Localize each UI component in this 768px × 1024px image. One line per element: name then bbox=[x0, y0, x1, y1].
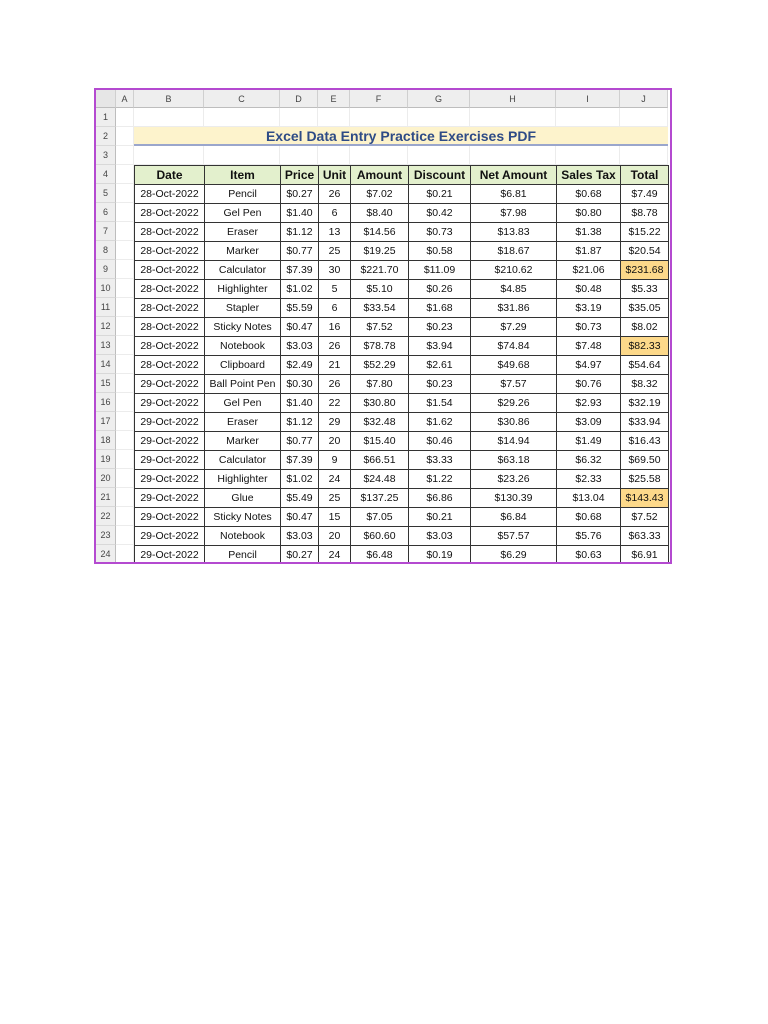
table-cell[interactable]: $0.63 bbox=[556, 545, 621, 564]
table-cell[interactable]: $2.93 bbox=[556, 393, 621, 413]
row-header-11[interactable]: 11 bbox=[96, 298, 116, 317]
table-cell[interactable]: $1.22 bbox=[408, 469, 471, 489]
table-cell[interactable]: Clipboard bbox=[204, 355, 281, 375]
table-cell[interactable]: 29-Oct-2022 bbox=[134, 393, 205, 413]
table-cell[interactable]: $0.76 bbox=[556, 374, 621, 394]
table-cell[interactable]: $7.49 bbox=[620, 184, 669, 204]
table-cell[interactable]: $0.21 bbox=[408, 507, 471, 527]
table-cell[interactable]: $0.48 bbox=[556, 279, 621, 299]
table-cell[interactable]: 24 bbox=[318, 469, 351, 489]
table-cell[interactable]: $5.10 bbox=[350, 279, 409, 299]
table-cell[interactable]: 5 bbox=[318, 279, 351, 299]
table-cell[interactable]: $60.60 bbox=[350, 526, 409, 546]
table-cell[interactable]: $32.48 bbox=[350, 412, 409, 432]
row-header-18[interactable]: 18 bbox=[96, 431, 116, 450]
table-cell[interactable]: $0.27 bbox=[280, 545, 319, 564]
table-header-total[interactable]: Total bbox=[620, 165, 669, 185]
table-cell[interactable]: $0.26 bbox=[408, 279, 471, 299]
table-cell[interactable]: Calculator bbox=[204, 450, 281, 470]
cell[interactable] bbox=[116, 203, 134, 222]
table-cell[interactable]: $7.39 bbox=[280, 260, 319, 280]
cell[interactable] bbox=[350, 146, 408, 165]
table-cell[interactable]: 29-Oct-2022 bbox=[134, 488, 205, 508]
table-cell[interactable]: $4.97 bbox=[556, 355, 621, 375]
table-cell[interactable]: $14.56 bbox=[350, 222, 409, 242]
table-cell[interactable]: $7.57 bbox=[470, 374, 557, 394]
table-cell[interactable]: $0.23 bbox=[408, 317, 471, 337]
table-cell[interactable]: 29-Oct-2022 bbox=[134, 450, 205, 470]
table-cell[interactable]: $1.12 bbox=[280, 222, 319, 242]
table-cell[interactable]: $1.49 bbox=[556, 431, 621, 451]
table-cell[interactable]: $23.26 bbox=[470, 469, 557, 489]
table-cell[interactable]: $63.18 bbox=[470, 450, 557, 470]
table-header-amount[interactable]: Amount bbox=[350, 165, 409, 185]
cell[interactable] bbox=[408, 108, 470, 127]
row-header-15[interactable]: 15 bbox=[96, 374, 116, 393]
table-cell[interactable]: Notebook bbox=[204, 336, 281, 356]
row-header-8[interactable]: 8 bbox=[96, 241, 116, 260]
table-cell[interactable]: $6.48 bbox=[350, 545, 409, 564]
table-cell[interactable]: $130.39 bbox=[470, 488, 557, 508]
table-cell[interactable]: $210.62 bbox=[470, 260, 557, 280]
table-cell[interactable]: 26 bbox=[318, 336, 351, 356]
table-cell[interactable]: $3.33 bbox=[408, 450, 471, 470]
table-cell[interactable]: 28-Oct-2022 bbox=[134, 336, 205, 356]
table-cell[interactable]: $5.76 bbox=[556, 526, 621, 546]
cell[interactable] bbox=[318, 146, 350, 165]
table-cell[interactable]: $137.25 bbox=[350, 488, 409, 508]
table-cell[interactable]: $5.33 bbox=[620, 279, 669, 299]
table-header-date[interactable]: Date bbox=[134, 165, 205, 185]
row-header-4[interactable]: 4 bbox=[96, 165, 116, 184]
table-cell[interactable]: $7.02 bbox=[350, 184, 409, 204]
table-cell[interactable]: 28-Oct-2022 bbox=[134, 298, 205, 318]
table-cell[interactable]: 29-Oct-2022 bbox=[134, 507, 205, 527]
cell[interactable] bbox=[116, 412, 134, 431]
table-cell[interactable]: 29-Oct-2022 bbox=[134, 431, 205, 451]
table-cell[interactable]: 13 bbox=[318, 222, 351, 242]
table-cell[interactable]: $33.94 bbox=[620, 412, 669, 432]
table-cell[interactable]: $7.52 bbox=[620, 507, 669, 527]
table-header-net-amount[interactable]: Net Amount bbox=[470, 165, 557, 185]
table-cell[interactable]: 28-Oct-2022 bbox=[134, 241, 205, 261]
table-cell[interactable]: $15.22 bbox=[620, 222, 669, 242]
table-cell[interactable]: Marker bbox=[204, 241, 281, 261]
table-cell[interactable]: $0.30 bbox=[280, 374, 319, 394]
table-cell[interactable]: $231.68 bbox=[620, 260, 669, 280]
table-cell[interactable]: $1.02 bbox=[280, 469, 319, 489]
table-cell[interactable]: 15 bbox=[318, 507, 351, 527]
table-cell[interactable]: $3.94 bbox=[408, 336, 471, 356]
table-cell[interactable]: $1.87 bbox=[556, 241, 621, 261]
table-cell[interactable]: $15.40 bbox=[350, 431, 409, 451]
cell[interactable] bbox=[116, 374, 134, 393]
row-header-10[interactable]: 10 bbox=[96, 279, 116, 298]
table-cell[interactable]: Gel Pen bbox=[204, 203, 281, 223]
table-cell[interactable]: 29-Oct-2022 bbox=[134, 526, 205, 546]
table-header-unit[interactable]: Unit bbox=[318, 165, 351, 185]
table-cell[interactable]: $6.86 bbox=[408, 488, 471, 508]
table-cell[interactable]: $0.27 bbox=[280, 184, 319, 204]
table-cell[interactable]: $1.02 bbox=[280, 279, 319, 299]
table-cell[interactable]: $1.40 bbox=[280, 203, 319, 223]
row-header-21[interactable]: 21 bbox=[96, 488, 116, 507]
table-cell[interactable]: 29-Oct-2022 bbox=[134, 412, 205, 432]
sheet-title[interactable]: Excel Data Entry Practice Exercises PDF bbox=[134, 127, 668, 146]
table-cell[interactable]: 26 bbox=[318, 184, 351, 204]
table-cell[interactable]: $74.84 bbox=[470, 336, 557, 356]
table-cell[interactable]: Glue bbox=[204, 488, 281, 508]
table-cell[interactable]: $24.48 bbox=[350, 469, 409, 489]
table-cell[interactable]: Highlighter bbox=[204, 279, 281, 299]
column-header-h[interactable]: H bbox=[470, 90, 556, 108]
table-cell[interactable]: $49.68 bbox=[470, 355, 557, 375]
column-header-b[interactable]: B bbox=[134, 90, 204, 108]
table-cell[interactable]: $7.80 bbox=[350, 374, 409, 394]
table-cell[interactable]: Notebook bbox=[204, 526, 281, 546]
table-cell[interactable]: $2.49 bbox=[280, 355, 319, 375]
table-cell[interactable]: $5.59 bbox=[280, 298, 319, 318]
table-cell[interactable]: $52.29 bbox=[350, 355, 409, 375]
select-all-corner[interactable] bbox=[96, 90, 116, 108]
table-cell[interactable]: $0.46 bbox=[408, 431, 471, 451]
table-cell[interactable]: $6.84 bbox=[470, 507, 557, 527]
row-header-23[interactable]: 23 bbox=[96, 526, 116, 545]
table-cell[interactable]: $0.23 bbox=[408, 374, 471, 394]
table-cell[interactable]: 28-Oct-2022 bbox=[134, 279, 205, 299]
table-cell[interactable]: $0.68 bbox=[556, 184, 621, 204]
table-cell[interactable]: 26 bbox=[318, 374, 351, 394]
cell[interactable] bbox=[116, 507, 134, 526]
table-cell[interactable]: $6.32 bbox=[556, 450, 621, 470]
table-cell[interactable]: $1.12 bbox=[280, 412, 319, 432]
table-cell[interactable]: 28-Oct-2022 bbox=[134, 203, 205, 223]
table-cell[interactable]: $16.43 bbox=[620, 431, 669, 451]
cell[interactable] bbox=[134, 146, 204, 165]
table-cell[interactable]: $3.19 bbox=[556, 298, 621, 318]
table-cell[interactable]: $0.47 bbox=[280, 317, 319, 337]
row-header-6[interactable]: 6 bbox=[96, 203, 116, 222]
table-cell[interactable]: 21 bbox=[318, 355, 351, 375]
table-cell[interactable]: Sticky Notes bbox=[204, 507, 281, 527]
cell[interactable] bbox=[318, 108, 350, 127]
table-cell[interactable]: $82.33 bbox=[620, 336, 669, 356]
table-cell[interactable]: 29-Oct-2022 bbox=[134, 545, 205, 564]
table-cell[interactable]: 9 bbox=[318, 450, 351, 470]
table-cell[interactable]: $0.73 bbox=[556, 317, 621, 337]
table-cell[interactable]: $4.85 bbox=[470, 279, 557, 299]
cell[interactable] bbox=[116, 298, 134, 317]
table-cell[interactable]: $1.62 bbox=[408, 412, 471, 432]
table-cell[interactable]: $5.49 bbox=[280, 488, 319, 508]
table-cell[interactable]: $1.38 bbox=[556, 222, 621, 242]
table-cell[interactable]: $29.26 bbox=[470, 393, 557, 413]
row-header-13[interactable]: 13 bbox=[96, 336, 116, 355]
cell[interactable] bbox=[116, 165, 134, 184]
row-header-24[interactable]: 24 bbox=[96, 545, 116, 564]
table-cell[interactable]: $2.61 bbox=[408, 355, 471, 375]
table-header-discount[interactable]: Discount bbox=[408, 165, 471, 185]
table-cell[interactable]: $8.78 bbox=[620, 203, 669, 223]
row-header-3[interactable]: 3 bbox=[96, 146, 116, 165]
table-cell[interactable]: $6.91 bbox=[620, 545, 669, 564]
table-cell[interactable]: $21.06 bbox=[556, 260, 621, 280]
row-header-14[interactable]: 14 bbox=[96, 355, 116, 374]
table-cell[interactable]: Gel Pen bbox=[204, 393, 281, 413]
table-cell[interactable]: $7.48 bbox=[556, 336, 621, 356]
table-cell[interactable]: 25 bbox=[318, 241, 351, 261]
cell[interactable] bbox=[620, 108, 668, 127]
table-cell[interactable]: Pencil bbox=[204, 184, 281, 204]
table-cell[interactable]: $7.39 bbox=[280, 450, 319, 470]
table-cell[interactable]: $1.68 bbox=[408, 298, 471, 318]
cell[interactable] bbox=[620, 146, 668, 165]
cell[interactable] bbox=[556, 108, 620, 127]
table-cell[interactable]: $0.47 bbox=[280, 507, 319, 527]
table-cell[interactable]: $8.02 bbox=[620, 317, 669, 337]
cell[interactable] bbox=[280, 146, 318, 165]
row-header-9[interactable]: 9 bbox=[96, 260, 116, 279]
cell[interactable] bbox=[116, 355, 134, 374]
cell[interactable] bbox=[116, 260, 134, 279]
table-cell[interactable]: 29-Oct-2022 bbox=[134, 469, 205, 489]
table-cell[interactable]: Stapler bbox=[204, 298, 281, 318]
cell[interactable] bbox=[116, 469, 134, 488]
table-cell[interactable]: $6.29 bbox=[470, 545, 557, 564]
table-cell[interactable]: $20.54 bbox=[620, 241, 669, 261]
table-cell[interactable]: $1.54 bbox=[408, 393, 471, 413]
row-header-16[interactable]: 16 bbox=[96, 393, 116, 412]
cell[interactable] bbox=[470, 146, 556, 165]
table-header-item[interactable]: Item bbox=[204, 165, 281, 185]
table-cell[interactable]: $221.70 bbox=[350, 260, 409, 280]
column-header-c[interactable]: C bbox=[204, 90, 280, 108]
table-cell[interactable]: Pencil bbox=[204, 545, 281, 564]
cell[interactable] bbox=[116, 146, 134, 165]
table-cell[interactable]: Highlighter bbox=[204, 469, 281, 489]
table-cell[interactable]: Eraser bbox=[204, 412, 281, 432]
table-cell[interactable]: $32.19 bbox=[620, 393, 669, 413]
table-cell[interactable]: $2.33 bbox=[556, 469, 621, 489]
row-header-17[interactable]: 17 bbox=[96, 412, 116, 431]
table-cell[interactable]: 29 bbox=[318, 412, 351, 432]
table-cell[interactable]: $7.05 bbox=[350, 507, 409, 527]
cell[interactable] bbox=[116, 488, 134, 507]
cell[interactable] bbox=[116, 184, 134, 203]
column-header-g[interactable]: G bbox=[408, 90, 470, 108]
table-cell[interactable]: $30.80 bbox=[350, 393, 409, 413]
table-cell[interactable]: 24 bbox=[318, 545, 351, 564]
table-cell[interactable]: 28-Oct-2022 bbox=[134, 317, 205, 337]
table-cell[interactable]: Calculator bbox=[204, 260, 281, 280]
cell[interactable] bbox=[116, 526, 134, 545]
table-cell[interactable]: 28-Oct-2022 bbox=[134, 222, 205, 242]
spreadsheet-frame bbox=[94, 88, 672, 564]
table-cell[interactable]: $7.52 bbox=[350, 317, 409, 337]
table-cell[interactable]: $31.86 bbox=[470, 298, 557, 318]
table-cell[interactable]: $19.25 bbox=[350, 241, 409, 261]
table-cell[interactable]: $0.19 bbox=[408, 545, 471, 564]
table-cell[interactable]: $33.54 bbox=[350, 298, 409, 318]
cell[interactable] bbox=[116, 393, 134, 412]
cell[interactable] bbox=[470, 108, 556, 127]
column-header-d[interactable]: D bbox=[280, 90, 318, 108]
cell[interactable] bbox=[204, 108, 280, 127]
cell[interactable] bbox=[116, 450, 134, 469]
cell[interactable] bbox=[116, 545, 134, 564]
row-header-2[interactable]: 2 bbox=[96, 127, 116, 146]
table-cell[interactable]: $3.03 bbox=[280, 526, 319, 546]
table-cell[interactable]: $0.80 bbox=[556, 203, 621, 223]
table-cell[interactable]: 6 bbox=[318, 298, 351, 318]
cell[interactable] bbox=[350, 108, 408, 127]
column-header-j[interactable]: J bbox=[620, 90, 668, 108]
table-cell[interactable]: 25 bbox=[318, 488, 351, 508]
cell[interactable] bbox=[116, 317, 134, 336]
table-cell[interactable]: $14.94 bbox=[470, 431, 557, 451]
cell[interactable] bbox=[280, 108, 318, 127]
table-cell[interactable]: $57.57 bbox=[470, 526, 557, 546]
table-cell[interactable]: 28-Oct-2022 bbox=[134, 184, 205, 204]
table-cell[interactable]: $3.03 bbox=[280, 336, 319, 356]
cell[interactable] bbox=[116, 108, 134, 127]
table-cell[interactable]: $6.81 bbox=[470, 184, 557, 204]
table-cell[interactable]: 20 bbox=[318, 526, 351, 546]
table-cell[interactable]: 22 bbox=[318, 393, 351, 413]
row-header-7[interactable]: 7 bbox=[96, 222, 116, 241]
table-cell[interactable]: $8.40 bbox=[350, 203, 409, 223]
cell[interactable] bbox=[116, 127, 134, 146]
table-cell[interactable]: $3.09 bbox=[556, 412, 621, 432]
row-header-19[interactable]: 19 bbox=[96, 450, 116, 469]
table-cell[interactable]: $35.05 bbox=[620, 298, 669, 318]
table-cell[interactable]: $25.58 bbox=[620, 469, 669, 489]
table-cell[interactable]: $54.64 bbox=[620, 355, 669, 375]
table-header-price[interactable]: Price bbox=[280, 165, 319, 185]
table-header-sales-tax[interactable]: Sales Tax bbox=[556, 165, 621, 185]
cell[interactable] bbox=[556, 146, 620, 165]
table-cell[interactable]: 30 bbox=[318, 260, 351, 280]
cell[interactable] bbox=[116, 241, 134, 260]
table-cell[interactable]: $0.73 bbox=[408, 222, 471, 242]
table-cell[interactable]: $13.83 bbox=[470, 222, 557, 242]
table-cell[interactable]: Eraser bbox=[204, 222, 281, 242]
cell[interactable] bbox=[134, 108, 204, 127]
table-cell[interactable]: $11.09 bbox=[408, 260, 471, 280]
column-header-a[interactable]: A bbox=[116, 90, 134, 108]
table-cell[interactable]: $7.98 bbox=[470, 203, 557, 223]
cell[interactable] bbox=[408, 146, 470, 165]
cell[interactable] bbox=[204, 146, 280, 165]
cell[interactable] bbox=[116, 431, 134, 450]
table-cell[interactable]: Ball Point Pen bbox=[204, 374, 281, 394]
table-cell[interactable]: $0.68 bbox=[556, 507, 621, 527]
table-cell[interactable]: $0.77 bbox=[280, 431, 319, 451]
table-cell[interactable]: $8.32 bbox=[620, 374, 669, 394]
table-cell[interactable]: 6 bbox=[318, 203, 351, 223]
row-header-5[interactable]: 5 bbox=[96, 184, 116, 203]
cell[interactable] bbox=[116, 336, 134, 355]
cell[interactable] bbox=[116, 279, 134, 298]
table-cell[interactable]: $63.33 bbox=[620, 526, 669, 546]
table-cell[interactable]: Marker bbox=[204, 431, 281, 451]
column-header-f[interactable]: F bbox=[350, 90, 408, 108]
spreadsheet-grid bbox=[96, 90, 668, 564]
table-cell[interactable]: $78.78 bbox=[350, 336, 409, 356]
table-cell[interactable]: $66.51 bbox=[350, 450, 409, 470]
table-cell[interactable]: $0.21 bbox=[408, 184, 471, 204]
table-cell[interactable]: $0.77 bbox=[280, 241, 319, 261]
row-header-12[interactable]: 12 bbox=[96, 317, 116, 336]
column-header-i[interactable]: I bbox=[556, 90, 620, 108]
table-cell[interactable]: $143.43 bbox=[620, 488, 669, 508]
table-cell[interactable]: $7.29 bbox=[470, 317, 557, 337]
table-cell[interactable]: $1.40 bbox=[280, 393, 319, 413]
table-cell[interactable]: $30.86 bbox=[470, 412, 557, 432]
table-cell[interactable]: Sticky Notes bbox=[204, 317, 281, 337]
table-cell[interactable]: $0.42 bbox=[408, 203, 471, 223]
cell[interactable] bbox=[116, 222, 134, 241]
table-cell[interactable]: $0.58 bbox=[408, 241, 471, 261]
table-cell[interactable]: $13.04 bbox=[556, 488, 621, 508]
column-header-e[interactable]: E bbox=[318, 90, 350, 108]
table-cell[interactable]: $69.50 bbox=[620, 450, 669, 470]
table-cell[interactable]: 20 bbox=[318, 431, 351, 451]
table-cell[interactable]: 16 bbox=[318, 317, 351, 337]
table-cell[interactable]: 28-Oct-2022 bbox=[134, 355, 205, 375]
table-cell[interactable]: $18.67 bbox=[470, 241, 557, 261]
table-cell[interactable]: 29-Oct-2022 bbox=[134, 374, 205, 394]
table-cell[interactable]: $3.03 bbox=[408, 526, 471, 546]
row-header-1[interactable]: 1 bbox=[96, 108, 116, 127]
row-header-20[interactable]: 20 bbox=[96, 469, 116, 488]
table-cell[interactable]: 28-Oct-2022 bbox=[134, 260, 205, 280]
row-header-22[interactable]: 22 bbox=[96, 507, 116, 526]
